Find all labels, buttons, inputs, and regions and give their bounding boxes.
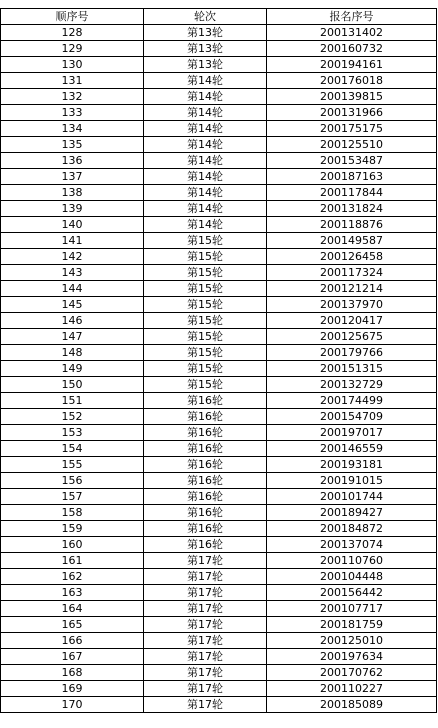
cell-registration-number: 200170762 [267,665,437,681]
table-row [1,425,437,441]
cell-sequence-number: 149 [1,361,144,377]
cell-round: 第14轮 [144,217,267,233]
table-row [1,105,437,121]
table-row [1,345,437,361]
table-row [1,457,437,473]
cell-round: 第15轮 [144,377,267,393]
cell-registration-number: 200101744 [267,489,437,505]
cell-round: 第16轮 [144,425,267,441]
cell-sequence-number: 137 [1,169,144,185]
cell-sequence-number: 134 [1,121,144,137]
cell-sequence-number: 153 [1,425,144,441]
cell-sequence-number: 168 [1,665,144,681]
cell-round: 第17轮 [144,617,267,633]
table-row [1,649,437,665]
table-row [1,521,437,537]
cell-round: 第14轮 [144,73,267,89]
cell-sequence-number: 169 [1,681,144,697]
table-row [1,297,437,313]
table-row [1,393,437,409]
cell-registration-number: 200137074 [267,537,437,553]
cell-registration-number: 200125010 [267,633,437,649]
cell-registration-number: 200110760 [267,553,437,569]
cell-sequence-number: 129 [1,41,144,57]
cell-sequence-number: 165 [1,617,144,633]
cell-round: 第17轮 [144,585,267,601]
table-row [1,537,437,553]
table-row [1,313,437,329]
table-body [1,25,437,713]
cell-registration-number: 200175175 [267,121,437,137]
table-row [1,633,437,649]
cell-registration-number: 200191015 [267,473,437,489]
table-row [1,489,437,505]
table-row [1,57,437,73]
lottery-result-sheet [0,8,436,713]
header-registration-number: 报名序号 [267,9,437,25]
cell-sequence-number: 130 [1,57,144,73]
table-row [1,249,437,265]
table-row [1,121,437,137]
cell-registration-number: 200153487 [267,153,437,169]
cell-round: 第14轮 [144,185,267,201]
cell-registration-number: 200139815 [267,89,437,105]
cell-registration-number: 200117844 [267,185,437,201]
cell-round: 第17轮 [144,697,267,713]
table-row [1,201,437,217]
cell-sequence-number: 132 [1,89,144,105]
table-header-row [1,9,437,25]
cell-round: 第14轮 [144,121,267,137]
cell-round: 第16轮 [144,441,267,457]
cell-registration-number: 200179766 [267,345,437,361]
table-row [1,25,437,41]
cell-registration-number: 200117324 [267,265,437,281]
cell-registration-number: 200137970 [267,297,437,313]
table-row [1,281,437,297]
lottery-result-table [0,8,437,713]
cell-round: 第16轮 [144,521,267,537]
cell-registration-number: 200125675 [267,329,437,345]
table-row [1,329,437,345]
table-row [1,265,437,281]
cell-sequence-number: 142 [1,249,144,265]
cell-registration-number: 200193181 [267,457,437,473]
cell-sequence-number: 156 [1,473,144,489]
cell-sequence-number: 163 [1,585,144,601]
cell-registration-number: 200181759 [267,617,437,633]
table-row [1,409,437,425]
table-row [1,73,437,89]
table-row [1,585,437,601]
cell-sequence-number: 143 [1,265,144,281]
cell-registration-number: 200197634 [267,649,437,665]
cell-round: 第13轮 [144,41,267,57]
cell-sequence-number: 144 [1,281,144,297]
cell-registration-number: 200131824 [267,201,437,217]
cell-round: 第16轮 [144,537,267,553]
cell-round: 第16轮 [144,457,267,473]
cell-registration-number: 200156442 [267,585,437,601]
cell-round: 第15轮 [144,297,267,313]
cell-sequence-number: 145 [1,297,144,313]
table-row [1,697,437,713]
cell-sequence-number: 170 [1,697,144,713]
cell-round: 第15轮 [144,329,267,345]
cell-sequence-number: 160 [1,537,144,553]
cell-round: 第17轮 [144,665,267,681]
cell-round: 第17轮 [144,681,267,697]
cell-round: 第15轮 [144,361,267,377]
cell-registration-number: 200120417 [267,313,437,329]
table-row [1,233,437,249]
cell-sequence-number: 157 [1,489,144,505]
cell-sequence-number: 155 [1,457,144,473]
cell-registration-number: 200151315 [267,361,437,377]
cell-registration-number: 200131966 [267,105,437,121]
cell-sequence-number: 161 [1,553,144,569]
cell-registration-number: 200126458 [267,249,437,265]
cell-sequence-number: 166 [1,633,144,649]
cell-registration-number: 200149587 [267,233,437,249]
cell-sequence-number: 147 [1,329,144,345]
cell-round: 第16轮 [144,393,267,409]
header-round: 轮次 [144,9,267,25]
cell-sequence-number: 164 [1,601,144,617]
cell-round: 第16轮 [144,489,267,505]
table-row [1,681,437,697]
table-row [1,441,437,457]
cell-registration-number: 200121214 [267,281,437,297]
cell-registration-number: 200189427 [267,505,437,521]
cell-round: 第15轮 [144,265,267,281]
cell-round: 第14轮 [144,201,267,217]
cell-round: 第17轮 [144,601,267,617]
cell-sequence-number: 146 [1,313,144,329]
header-sequence-number: 顺序号 [1,9,144,25]
cell-round: 第15轮 [144,313,267,329]
table-row [1,617,437,633]
table-row [1,505,437,521]
cell-round: 第17轮 [144,553,267,569]
cell-registration-number: 200154709 [267,409,437,425]
cell-registration-number: 200176018 [267,73,437,89]
cell-sequence-number: 167 [1,649,144,665]
cell-registration-number: 200132729 [267,377,437,393]
cell-registration-number: 200187163 [267,169,437,185]
cell-sequence-number: 151 [1,393,144,409]
cell-round: 第13轮 [144,57,267,73]
cell-round: 第17轮 [144,633,267,649]
cell-sequence-number: 152 [1,409,144,425]
table-row [1,665,437,681]
table-row [1,185,437,201]
cell-sequence-number: 136 [1,153,144,169]
cell-registration-number: 200107717 [267,601,437,617]
cell-registration-number: 200146559 [267,441,437,457]
cell-sequence-number: 158 [1,505,144,521]
cell-sequence-number: 154 [1,441,144,457]
cell-sequence-number: 133 [1,105,144,121]
cell-registration-number: 200174499 [267,393,437,409]
cell-sequence-number: 131 [1,73,144,89]
cell-sequence-number: 128 [1,25,144,41]
cell-round: 第15轮 [144,249,267,265]
cell-round: 第14轮 [144,137,267,153]
cell-registration-number: 200197017 [267,425,437,441]
cell-registration-number: 200110227 [267,681,437,697]
cell-sequence-number: 135 [1,137,144,153]
cell-sequence-number: 148 [1,345,144,361]
cell-registration-number: 200131402 [267,25,437,41]
cell-sequence-number: 138 [1,185,144,201]
cell-registration-number: 200104448 [267,569,437,585]
cell-round: 第16轮 [144,409,267,425]
cell-sequence-number: 139 [1,201,144,217]
cell-round: 第16轮 [144,505,267,521]
table-row [1,137,437,153]
table-row [1,569,437,585]
table-row [1,601,437,617]
cell-registration-number: 200184872 [267,521,437,537]
table-row [1,361,437,377]
cell-sequence-number: 162 [1,569,144,585]
table-row [1,473,437,489]
table-row [1,41,437,57]
cell-sequence-number: 150 [1,377,144,393]
cell-registration-number: 200194161 [267,57,437,73]
table-row [1,169,437,185]
cell-round: 第14轮 [144,89,267,105]
cell-registration-number: 200185089 [267,697,437,713]
cell-round: 第14轮 [144,105,267,121]
cell-sequence-number: 159 [1,521,144,537]
table-row [1,89,437,105]
cell-round: 第13轮 [144,25,267,41]
cell-round: 第17轮 [144,649,267,665]
cell-registration-number: 200118876 [267,217,437,233]
cell-registration-number: 200125510 [267,137,437,153]
cell-round: 第14轮 [144,169,267,185]
table-row [1,153,437,169]
table-row [1,553,437,569]
cell-round: 第14轮 [144,153,267,169]
table-row [1,377,437,393]
cell-round: 第15轮 [144,233,267,249]
cell-round: 第15轮 [144,345,267,361]
cell-registration-number: 200160732 [267,41,437,57]
table-row [1,217,437,233]
cell-round: 第16轮 [144,473,267,489]
cell-sequence-number: 141 [1,233,144,249]
cell-sequence-number: 140 [1,217,144,233]
cell-round: 第17轮 [144,569,267,585]
cell-round: 第15轮 [144,281,267,297]
